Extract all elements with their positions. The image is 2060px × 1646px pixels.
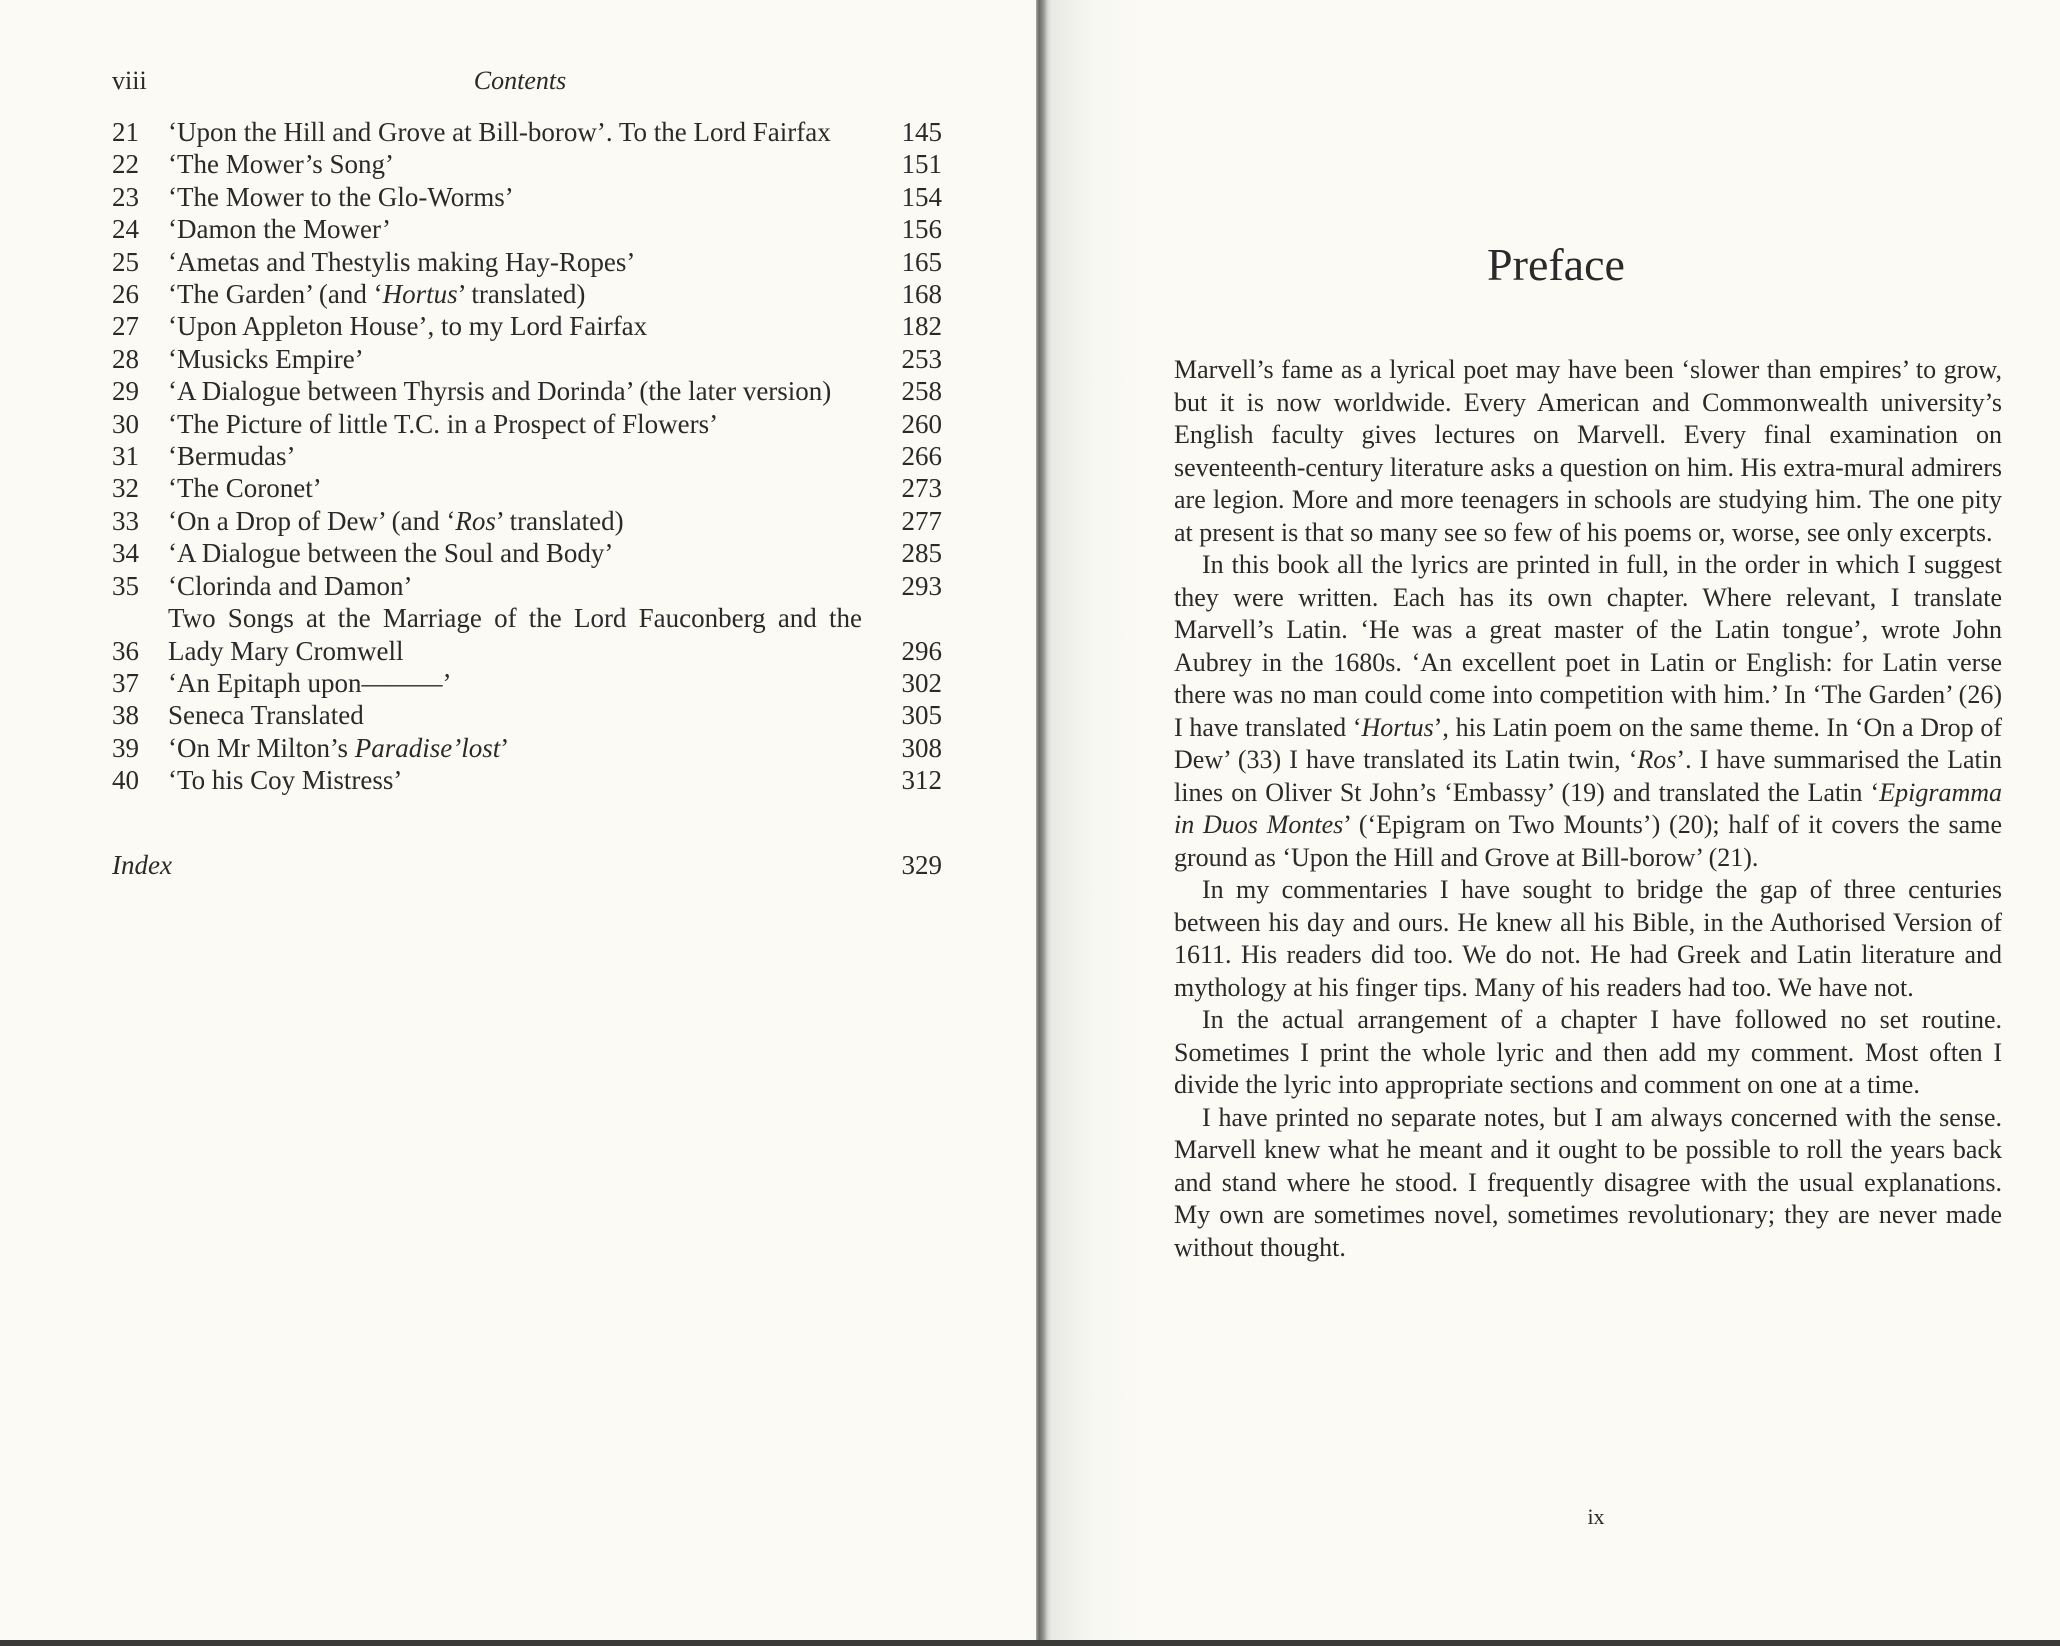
toc-entry-title: ‘Upon the Hill and Grove at Bill-borow’. To the Lord Fairfax [168, 117, 831, 147]
italic-title: Hortus [382, 279, 458, 310]
preface-paragraph: Marvell’s fame as a lyrical poet may have been ‘slower than empires’ to grow, but it is now worldwide. Every American and Commonwealth university’s English faculty gives lectures on Marvell. Every final examination on seventeenth-century literature asks a question on him. His extra-mural admirers are legion. More and more teenagers in schools are studying him. The one pity at present is that so many see so few of his poems or, worse, see only excerpts. [1174, 355, 2002, 547]
toc-entry-title: ‘A Dialogue between the Soul and Body’ [168, 538, 614, 569]
toc-entry [112, 310, 942, 342]
toc-entry-page: 145 [901, 117, 942, 147]
toc-entry [112, 699, 942, 731]
toc-entry-page: 277 [901, 505, 942, 536]
toc-entry-title: ‘Damon the Mower’ [168, 214, 391, 245]
toc-entry-title: ‘Musicks Empire’ [168, 343, 364, 374]
toc-entry-page: 258 [901, 376, 942, 407]
table-of-contents [112, 116, 942, 881]
scan-bottom-edge [0, 1640, 2060, 1646]
preface-paragraph: In the actual arrangement of a chapter I have followed no set routine. Sometimes I print the whole lyric and then add my comment. Most often I divide the lyric into appropriate sections and comment on one at a time. [1174, 1005, 2002, 1099]
toc-entry-title: ‘On a Drop of Dew’ (and ‘Ros’ translated) [168, 505, 624, 536]
toc-entry-title: ‘An Epitaph upon———’ [168, 667, 452, 698]
toc-entry-page: 260 [901, 408, 942, 439]
toc-entry-number: 23 [112, 181, 139, 212]
toc-entry-number: 22 [112, 149, 139, 180]
toc-entry-number: 40 [112, 765, 139, 796]
toc-entry [112, 278, 942, 310]
toc-entry-page: 293 [901, 570, 942, 601]
toc-entry-page: 154 [901, 181, 942, 212]
toc-entry-number: 21 [112, 117, 139, 147]
toc-entry [112, 667, 942, 699]
toc-entry-number: 29 [112, 376, 139, 407]
toc-entry-number: 31 [112, 441, 139, 472]
toc-entry-page: 305 [901, 700, 942, 731]
toc-entry-title: ‘The Mower’s Song’ [168, 149, 394, 180]
toc-entry-title: ‘On Mr Milton’s Paradise’lost’ [168, 732, 510, 763]
italic-title: Paradise’lost [354, 732, 501, 763]
toc-entry-title: ‘The Picture of little T.C. in a Prospect of Flowers’ [168, 408, 719, 439]
toc-entry-title: ‘The Coronet’ [168, 473, 322, 504]
toc-entry [112, 375, 942, 407]
toc-index-page: 329 [901, 849, 942, 880]
italic-title: Ros [455, 505, 496, 536]
toc-entry-page: 266 [901, 441, 942, 472]
toc-entry-number: 33 [112, 505, 139, 536]
toc-entry-number: 38 [112, 700, 139, 731]
right-folio: ix [1587, 1504, 1605, 1529]
toc-entry-number: 26 [112, 279, 139, 310]
toc-entry-number: 35 [112, 570, 139, 601]
toc-entry-title: ‘Ametas and Thestylis making Hay-Ropes’ [168, 246, 636, 277]
toc-entry [112, 537, 942, 569]
toc-entry [112, 181, 942, 213]
toc-entry-number: 34 [112, 538, 139, 569]
toc-entry-title: ‘Upon Appleton House’, to my Lord Fairfax [168, 311, 648, 342]
toc-entry-page: 296 [901, 635, 942, 666]
toc-entry-title: ‘To his Coy Mistress’ [168, 765, 403, 796]
toc-entry-page: 302 [901, 667, 942, 698]
left-folio: viii [112, 66, 147, 95]
toc-entry-title: Seneca Translated [168, 700, 364, 731]
toc-entry-page: 253 [901, 343, 942, 374]
toc-entry-number: 27 [112, 311, 139, 342]
toc-entry [112, 505, 942, 537]
toc-entry [112, 213, 942, 245]
toc-entry-page: 308 [901, 732, 942, 763]
preface-title: Preface [1487, 239, 1625, 290]
toc-entry-page: 151 [901, 149, 942, 180]
toc-entry [112, 764, 942, 796]
toc-entry-page: 273 [901, 473, 942, 504]
toc-entry [112, 343, 942, 375]
toc-entry [112, 732, 942, 764]
running-title: Contents [473, 66, 567, 95]
toc-entry [112, 408, 942, 440]
toc-entry-number: 28 [112, 343, 139, 374]
toc-entry-page: 156 [901, 214, 942, 245]
toc-entry-page: 182 [901, 311, 942, 342]
preface-paragraph: In this book all the lyrics are printed in full, in the order in which I suggest they were written. Each has its own chapter. Where relevant, I translate Marvell’s Latin. ‘He was a great master of the Latin tongue’, wrote John Aubrey in the 1680s. ‘An excellent poet in Latin or English: for Latin verse there was no man could come into competition with him.’ In ‘The Garden’ (26) I have translated ‘Hortus’, his Latin poem on the same theme. In ‘On a Drop of Dew’ (33) I have translated its Latin twin, ‘Ros’. I have summarised the Latin lines on Oliver St John’s ‘Embassy’ (19) and translated the Latin ‘Epigramma in Duos Montes’ (‘Epigram on Two Mounts’) (20); half of it covers the same ground as ‘Upon the Hill and Grove at Bill-borow’ (21). [1174, 550, 2002, 872]
toc-entry-page: 168 [901, 279, 942, 310]
toc-index-entry [112, 849, 942, 881]
toc-entry-number: 32 [112, 473, 139, 504]
toc-entry-page: 285 [901, 538, 942, 569]
toc-entry-number: 36 [112, 635, 139, 666]
toc-entry-number: 30 [112, 408, 139, 439]
toc-entry [112, 116, 942, 148]
toc-entry [112, 570, 942, 602]
preface-paragraph: In my commentaries I have sought to bridge the gap of three centuries between his day and ours. He knew all his Bible, in the Authorised Version of 1611. His readers did too. We do not. He had Greek and Latin literature and mythology at his finger tips. Many of his readers had too. We have not. [1174, 875, 2002, 1002]
preface-paragraph: I have printed no separate notes, but I am always concerned with the sense. Marvell knew what he meant and it ought to be possible to roll the years back and stand where he stood. I frequently disagree with the usual explanations. My own are sometimes novel, sometimes revolutionary; they are never made without thought. [1174, 1102, 2002, 1262]
toc-index-title: Index [112, 849, 172, 880]
toc-entry [112, 148, 942, 180]
italic-term: Hortus [1361, 712, 1434, 742]
preface-body [1174, 354, 2002, 1264]
toc-entry-title: ‘The Mower to the Glo-Worms’ [168, 181, 514, 212]
italic-term: Epigramma in Duos Montes [1174, 777, 2002, 839]
toc-entry-title: ‘Bermudas’ [168, 441, 296, 472]
toc-entry-number: 37 [112, 667, 139, 698]
toc-entry [112, 440, 942, 472]
toc-entry-number: 39 [112, 732, 139, 763]
toc-entry-number: 24 [112, 214, 139, 245]
toc-entry [112, 602, 942, 667]
italic-term: Ros [1637, 745, 1677, 774]
toc-entry-page: 165 [901, 246, 942, 277]
toc-entry-title: Two Songs at the Marriage of the Lord Fauconberg and the Lady Mary Cromwell [168, 603, 862, 666]
toc-entry-title: ‘Clorinda and Damon’ [168, 570, 413, 601]
toc-entry-title: ‘A Dialogue between Thyrsis and Dorinda’ (the later version) [168, 376, 832, 407]
toc-entry-title: ‘The Garden’ (and ‘Hortus’ translated) [168, 279, 586, 310]
toc-entry-page: 312 [901, 765, 942, 796]
toc-entry-number: 25 [112, 246, 139, 277]
toc-entry [112, 472, 942, 504]
toc-entry [112, 246, 942, 278]
book-gutter [1036, 0, 1052, 1640]
